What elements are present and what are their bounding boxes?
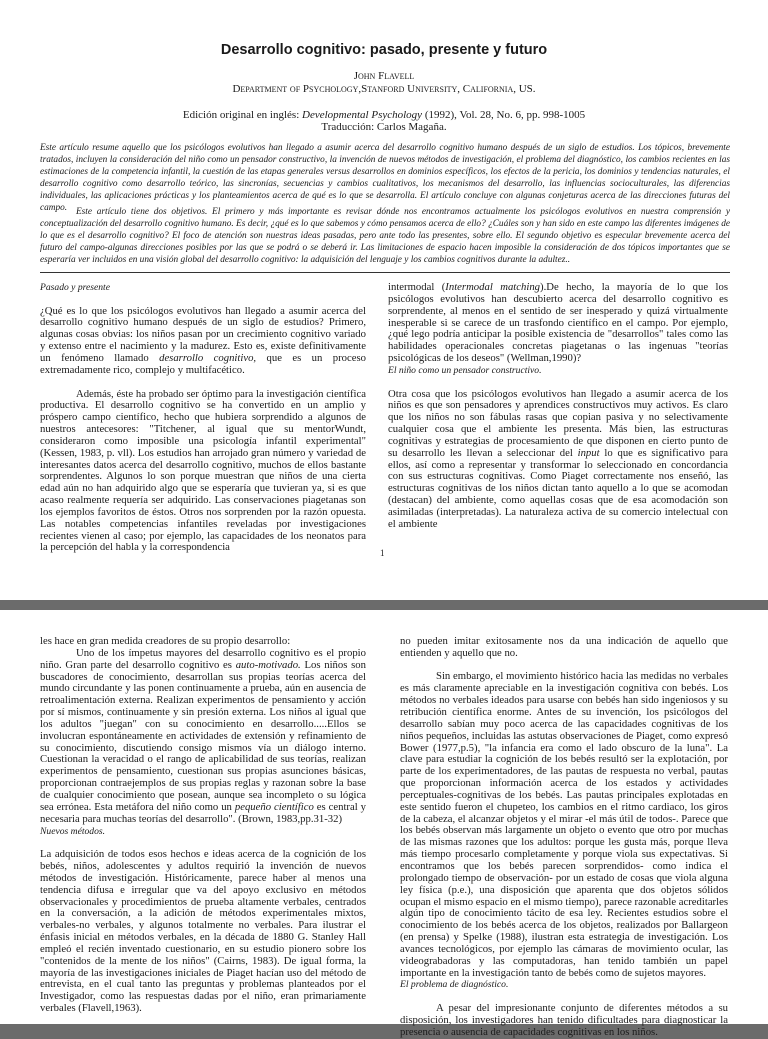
emphasis-text: desarrollo cognitivo, — [159, 352, 257, 365]
block-quote — [40, 648, 366, 826]
body-paragraph: A pesar del impresionante conjunto de diferentes métodos a su disposición, los investigadores han tenido dificultades para diagnosticar la presencia o ausencia de capacidades cognitivas en los niños. — [400, 1002, 728, 1038]
text-span: ).De hecho, la mayoría de lo que los psicólogos evolutivos han descubierto acerca del desarrollo cognitivo es sorprendente, al menos en el sentido de ser inesperado y quizá virtualmente inesperable si se carece de un trasfondo científico en el campo. Por ejemplo, ¿qué lego podría anticipar la posible existencia de "desarrollos" tales como las habilidades operacionales concretas piagetanas o las ingenuas "teorías psicológicas de los deseos" (Wellman,1990)? — [388, 281, 728, 365]
body-paragraph: La adquisición de todos esos hechos e ideas acerca de la cognición de los bebés, niños, adolescentes y adultos requirió la invención de nuevos métodos de investigación. Históricamente, parece haber al menos una tendencia difusa e irregular que va del apoyo exclusivo en métodos observacionales y procedimientos de prueba altamente verbales, centrados en la conversación, a la adición de métodos experimentales mixtos, verbales-no verbales, y algunos totalmente no verbales. Para ilustrar el énfasis inicial en métodos verbales, en la década de 1880 G. Stanley Hall empleó el recién inventado cuestionario, en su estudio pionero sobre los "contenidos de la mente de los niños" (Cairns, 1983). De igual forma, la mayoría de las investigaciones iniciales de Piaget hacían uso del método de entrevista, en el cual tanto las preguntas y problemas planteados por el Investigador, como las respuestas dadas por el niño, eran primariamente verbales (Flavell,1963). — [40, 848, 366, 1015]
section-heading: El problema de diagnóstico. — [400, 979, 509, 991]
edition-suffix: (1992), Vol. 28, No. 6, pp. 998-1005 — [422, 109, 586, 121]
edition-prefix: Edición original en inglés: — [182, 109, 303, 121]
journal-name: Developmental Psychology — [302, 109, 423, 121]
author-name: John Flavell — [353, 70, 415, 82]
abstract-paragraph-2: Este artículo tiene dos objetivos. El primero y más importante es revisar dónde nos encontramos actualmente los psicólogos evolutivos en nuestra comprensión y conceptualización del desarrollo cognitivo humano. Es decir, ¿qué es lo que sabemos y cómo pensamos acerca de ello? ¿Cuáles son y han sido en este campo las diferentes imágenes de lo que es el desarrollo cognitivo? El foco de atención son nuestras ideas pasadas, pero ante todo las presentes, sobre ello. El segundo objetivo es especular brevemente acerca del futuro del campo-algunas direcciones posibles por las que se podrá o se deberá ir. Las limitaciones de espacio hacen imposible la consideración de dos tópicos importantes que se esperaría ver incluidos en una visión global del desarrollo cognitivo: la adquisición del lenguaje y los cambios cognitivos durante la adultez.. — [40, 207, 730, 265]
text-span: intermodal ( — [388, 281, 446, 293]
section-divider — [40, 272, 730, 273]
abstract-paragraph-1: Este artículo resume aquello que los psicólogos evolutivos han llegado a asumir acerca del desarrollo cognitivo humano después de un siglo de estudios. Los tópicos, brevemente tratados, incluyen la consideración del niño como un pensador constructivo, la invención de nuevos métodos de investigación, el problema del diagnóstico, los cambios recientes en las estimaciones de la competencia infantil, la cuestión de las etapas generales versus desarrollos en dominios específicos, los efectos de la pericia, los dominios y tendencias naturales, el desarrollo cognitivo como desarrollo teórico, las sincronías, secuencias y cambios cualitativos, los mecanismos del desarrollo, las influencias socioculturales, las diferencias individuales, las aplicaciones prácticas y los planteamientos acerca de qué es lo que se desarrolla. El artículo concluye con algunas conjeturas acerca de las direcciones futuras del campo. — [40, 143, 730, 213]
text-span: Uno de los ímpetus mayores del desarrollo cognitivo es el propio niño. Gran parte del desarrollo cognitivo es — [40, 646, 366, 671]
emphasis-text: pequeño científico — [234, 800, 314, 813]
left-column — [40, 282, 366, 554]
section-heading: Nuevos métodos. — [40, 825, 106, 837]
edition-info — [0, 109, 768, 121]
text-span: Otra cosa que los psicólogos evolutivos han llegado a asumir acerca de los niños es que son pensadores y aprendices constructivos muy activos. Es claro que los niños no son fábulas rasas que copian pasiva y no selectivamente cualquier cosa que el ambiente les presenta. Más bien, las estructuras cognitivas y estrategias de procesamiento de que disponen en cierto punto de su desarrollo les llevan a seleccionar del — [388, 387, 728, 459]
text-span: es central y necesaria para muchas teorías del desarrollo". (Brown, 1983,pp.31-32) — [40, 800, 366, 825]
section-heading: Pasado y presente — [40, 282, 110, 293]
text-span: Los niños son buscadores de conocimiento, desarrollan sus propias teorías acerca del mundo circundante y las ponen continuamente a prueba, aún en ausencia de retroalimentación externa. Realizan experimentos de pensamiento y acción por sí mismos, continuamente y sin presión externa. Los niños al igual que los adultos "juegan" con su conocimiento en desarrollo.....Ellos se involucran espontáneamente en actividades de extensión y refinamiento de su conocimiento, discutiendo consigo mismos vía un diálogo interno. Cuestionan la veracidad o el rango de aplicabilidad de sus teorías, realizan experimentos de pensamiento, cuestionan sus propias asunciones básicas, proporcionan contraejemplos de sus propias reglas y razonan sobre la base de cualquier conocimiento que posean, aunque sea incompleto o su lógica sea errónea. Esta metáfora del niño como un — [40, 658, 366, 813]
author-affiliation: Department of Psychology,Stanford University, California, US. — [232, 83, 536, 95]
right-column — [388, 282, 728, 531]
emphasis-text: auto-motivado. — [235, 658, 301, 671]
article-title: Desarrollo cognitivo: pasado, presente y futuro — [220, 42, 548, 58]
document-page-2 — [0, 610, 768, 1038]
text-span: lo que es significativo para ellos, así como a representar y transformar lo seleccionado en concordancia con sus estructuras cognitivas. Como Piaget correctamente nos enseñó, las estructuras cognitivas de los niños dictan tanto aquello a lo que se acomodan (destacan) del ambiente, como aquellas cosas que de esa acomodación son asimiladas (interpretadas). La naturaleza activa de su comercio intelectual con el ambiente — [388, 446, 728, 530]
body-paragraph: Además, éste ha probado ser óptimo para la investigación científica productiva. El desarrollo cognitivo se ha convertido en un amplio y próspero campo científico, hecho que hubiera sorprendido a algunos de nuestros antecesores: "Titchener, al igual que su mentorWundt, consideraron como imposible una psicología infantil experimental" (Kessen, 1983, p. vll). Los estudios han arrojado gran número y variedad de interesantes datos acerca del desarrollo cognitivo, muchos de ellos bastante sorprendentes. Algunos lo son porque muestran que niños de una cierta edad aún no han adquirido algo que se esperaría que tuvieran ya, si es que acaso realmente requería ser adquirido. Las conservaciones piagetanas son los ejemplos favoritos de éstos. Otros nos sorprenden por la razón opuesta. Las notables competencias infantiles reveladas por investigaciones recientes vienen al caso; por ejemplo, las capacidades de los neonatos para la percepción del habla y la correspondencia — [40, 387, 366, 554]
body-paragraph — [40, 306, 366, 377]
emphasis-text: Intermodal matching — [445, 281, 541, 293]
body-paragraph: les hace en gran medida creadores de su propio desarrollo: — [40, 635, 291, 647]
body-paragraph: no pueden imitar exitosamente nos da una indicación de aquello que entienden y aquello que no. — [400, 635, 728, 659]
left-column — [40, 636, 366, 1015]
right-column — [400, 636, 728, 1039]
body-paragraph: Sin embargo, el movimiento histórico hacia las medidas no verbales es más claramente apreciable en la investigación cognitiva con bebés. Los métodos no verbales ideados para usarse con bebés han sido ingeniosos y su retribución científica enorme. Antes de su invención, los psicólogos del desarrollo sabían muy poco acerca de las capacidades cognitivas de los niños pequeños, incluidas las astutas observaciones de Piaget, como expresó Bower (1977,p.5), "la infancia era como el lado obscuro de la luna". La clave para estudiar la cognición de los bebés resultó ser la explotación, por parte de los experimentadores, de las pautas de respuesta no verbal, pautas que proporcionan información acerca de los estados y actividades perceptuales-cognitivas de los bebés. Las pautas principales explotadas en este sentido fueron el chupeteo, los cambios en el ritmo cardiaco, los giros de la cabeza, el alcanzar objetos y el mirar -el más útil de todos-. Parece que los bebés observan más largamente un objeto o evento que otro por muchas de las mismas razones que los adultos: porque les gusta más, porque lleva más tiempo procesarlo completamente y porque viola sus expectativas. Si encontramos que los bebés parecen sorprendidos- como indica el prolongado tiempo de observación- por un estado de cosas que viola alguna ley física (p.e.), una disposición que aparenta que dos objetos sólidos ocupan el mismo espacio en el mismo tiempo), parece razonable acreditarles algún tipo de conocimiento tácito de esa ley. Recientes estudios sobre el conocimiento de los bebés acerca de los objetos, realizados por Ballargeon (en prensa) y Spelke (1988), ilustran esta estrategia de investigación. Los avances tecnológicos, por ejemplo las cámaras de movimiento ocular, las videograbadoras y las computadoras, han tenido también un papel importante en la investigación tanto de bebés como de sujetos mayores. — [400, 670, 728, 979]
text-span: que es un proceso extremadamente rico, complejo y multifacético. — [40, 352, 366, 376]
body-paragraph — [388, 389, 728, 531]
text-span: ¿Qué es lo que los psicólogos evolutivos han llegado a asumir acerca del desarrollo cognitivo humano después de un siglo de estudios? Primero, algunas cosas obvias: los niños pasan por un crecimiento cognitivo variado y extenso entre el nacimiento y la madurez. Esto es, existe definitivamente un fenómeno llamado — [40, 304, 366, 365]
page-number: 1 — [380, 548, 385, 558]
translation-credit: Traducción: Carlos Magaña. — [321, 121, 447, 133]
section-heading: El niño como un pensador constructivo. — [388, 364, 542, 376]
emphasis-text: input — [577, 446, 600, 459]
body-paragraph — [388, 282, 728, 365]
